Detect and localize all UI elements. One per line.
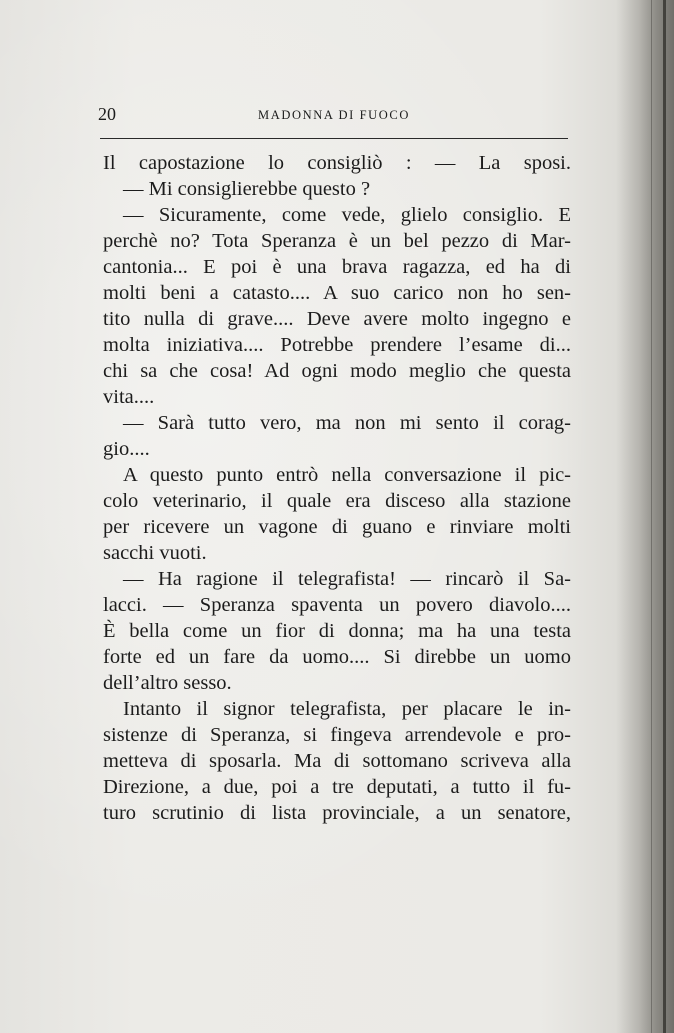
text-line: perchè no? Tota Speranza è un bel pezzo di Mar- <box>103 230 571 252</box>
body-text <box>103 150 571 826</box>
text-line: Il capostazione lo consigliò : — La sposi. <box>103 152 571 174</box>
text-line: per ricevere un vagone di guano e rinviare molti <box>103 516 571 538</box>
text-line: molta iniziativa.... Potrebbe prendere l’esame di... <box>103 334 571 356</box>
page-number: 20 <box>98 104 116 124</box>
text-line: gio.... <box>103 438 150 460</box>
text-line: molti beni a catasto.... A suo carico non ho sen- <box>103 282 571 304</box>
text-line: — Sicuramente, come vede, glielo consiglio. E <box>123 204 571 226</box>
page-header <box>98 104 570 128</box>
text-line: Direzione, a due, poi a tre deputati, a tutto il fu- <box>103 776 571 798</box>
page-spine-edge <box>663 0 666 1033</box>
text-line: lacci. — Speranza spaventa un povero diavolo.... <box>103 594 571 616</box>
text-line: Intanto il signor telegrafista, per placare le in- <box>123 698 571 720</box>
text-line: tito nulla di grave.... Deve avere molto ingegno e <box>103 308 571 330</box>
text-line: È bella come un fior di donna; ma ha una testa <box>103 620 571 642</box>
text-line: dell’altro sesso. <box>103 672 232 694</box>
header-rule <box>100 138 568 139</box>
text-line: cantonia... E poi è una brava ragazza, ed ha di <box>103 256 571 278</box>
text-line: metteva di sposarla. Ma di sottomano scriveva alla <box>103 750 571 772</box>
text-line: sistenze di Speranza, si fingeva arrendevole e pro- <box>103 724 571 746</box>
text-line: A questo punto entrò nella conversazione il pic- <box>123 464 571 486</box>
text-line: — Ha ragione il telegrafista! — rincarò il Sa- <box>123 568 571 590</box>
text-line: forte ed un fare da uomo.... Si direbbe un uomo <box>103 646 571 668</box>
running-title: MADONNA DI FUOCO <box>258 108 410 122</box>
text-line: — Sarà tutto vero, ma non mi sento il corag- <box>123 412 571 434</box>
text-line: turo scrutinio di lista provinciale, a un senatore, <box>103 802 571 824</box>
text-line: sacchi vuoti. <box>103 542 207 564</box>
page-spine-edge-inner <box>651 0 652 1033</box>
text-line: colo veterinario, il quale era disceso alla stazione <box>103 490 571 512</box>
text-line: chi sa che cosa! Ad ogni modo meglio che questa <box>103 360 571 382</box>
text-line: — Mi consiglierebbe questo ? <box>123 178 371 200</box>
text-line: vita.... <box>103 386 155 408</box>
